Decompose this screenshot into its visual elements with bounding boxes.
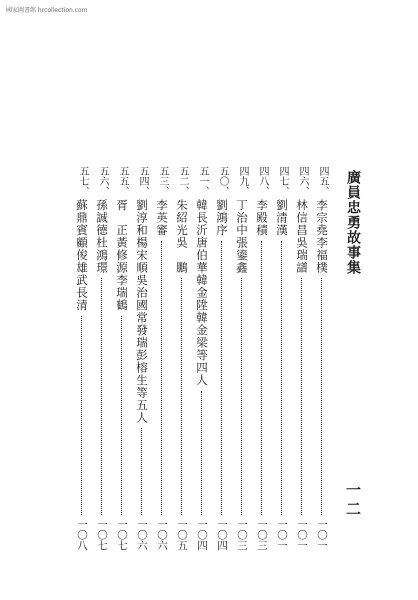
entry-page: 一〇七: [116, 518, 128, 550]
entry-page: 一〇一: [296, 518, 308, 550]
dot-leader: [161, 241, 163, 515]
entry-page: 一〇一: [276, 518, 288, 550]
entry-title: 胥 正黃修源李瑞鶴: [115, 199, 129, 312]
toc-entry[interactable]: [154, 166, 170, 550]
entry-page: 一〇八: [76, 518, 88, 550]
entry-page: 一〇七: [96, 518, 108, 550]
entry-number: 五七、: [77, 166, 88, 196]
entry-title: 劉鴻序: [215, 199, 229, 237]
entry-title: 李殿積: [255, 199, 269, 237]
entry-title: 李英審: [155, 199, 169, 237]
dot-leader: [81, 316, 83, 515]
dot-leader: [201, 391, 203, 515]
dot-leader: [261, 241, 263, 515]
entry-title: 韓長沂唐伯華韓金陞韓金梁等四人: [195, 199, 209, 387]
toc-entry[interactable]: [214, 166, 230, 550]
entry-page: 一〇六: [156, 518, 168, 550]
entry-number: 五二、: [177, 166, 188, 196]
entry-number: 四五、: [317, 166, 328, 196]
dot-leader: [121, 316, 123, 515]
entry-title: 劉淳和楊宋順吳治國常發瑞彭榕生等五人: [135, 199, 149, 424]
entry-title: 李宗堯李福樸: [315, 199, 329, 274]
toc-entry[interactable]: [74, 166, 90, 550]
dot-leader: [241, 278, 243, 515]
entry-number: 四九、: [237, 166, 248, 196]
entry-page: 一〇一: [316, 518, 328, 550]
entry-title: 孫誠德杜鴻璟: [95, 199, 109, 274]
toc-entry[interactable]: [274, 166, 290, 550]
entry-number: 五三、: [157, 166, 168, 196]
toc-entry[interactable]: [234, 166, 250, 550]
dot-leader: [321, 278, 323, 515]
entry-number: 五四、: [137, 166, 148, 196]
entry-number: 五五、: [117, 166, 128, 196]
entry-number: 五〇、: [217, 166, 228, 196]
toc-entry[interactable]: [174, 166, 190, 550]
entry-page: 一〇五: [176, 518, 188, 550]
entry-page: 一〇四: [196, 518, 208, 550]
entry-number: 五一、: [197, 166, 208, 196]
toc-entry[interactable]: [114, 166, 130, 550]
dot-leader: [221, 241, 223, 515]
dot-leader: [101, 278, 103, 515]
toc-entry[interactable]: [254, 166, 270, 550]
dot-leader: [181, 278, 183, 515]
dot-leader: [301, 278, 303, 515]
watermark-text: 國家圖書館 hrcollection.com: [6, 7, 88, 14]
dot-leader: [141, 428, 143, 515]
toc-entry[interactable]: [294, 166, 310, 550]
entry-title: 蘇鼎賓顧俊雄武長清: [75, 199, 89, 312]
entry-number: 四八、: [257, 166, 268, 196]
entry-page: 一〇四: [216, 518, 228, 550]
toc-entry[interactable]: [134, 166, 150, 550]
entry-number: 五六、: [97, 166, 108, 196]
toc-entry[interactable]: [314, 166, 330, 550]
dot-leader: [281, 241, 283, 515]
entry-number: 四六、: [297, 166, 308, 196]
entry-page: 一〇六: [136, 518, 148, 550]
entry-number: 四七、: [277, 166, 288, 196]
entry-page: 一〇三: [256, 518, 268, 550]
entry-title: 丁治中張鎏鑫: [235, 199, 249, 274]
page-number: 一二: [344, 482, 362, 520]
entry-page: 一〇三: [236, 518, 248, 550]
toc-entry[interactable]: [94, 166, 110, 550]
book-title: 廣員忠勇故事集: [345, 170, 361, 275]
entry-title: 劉清漢: [275, 199, 289, 237]
toc-entry[interactable]: [194, 166, 210, 550]
entry-title: 朱紹光吳 鵬: [175, 199, 189, 274]
entry-title: 林信昌吳瑞譜: [295, 199, 309, 274]
